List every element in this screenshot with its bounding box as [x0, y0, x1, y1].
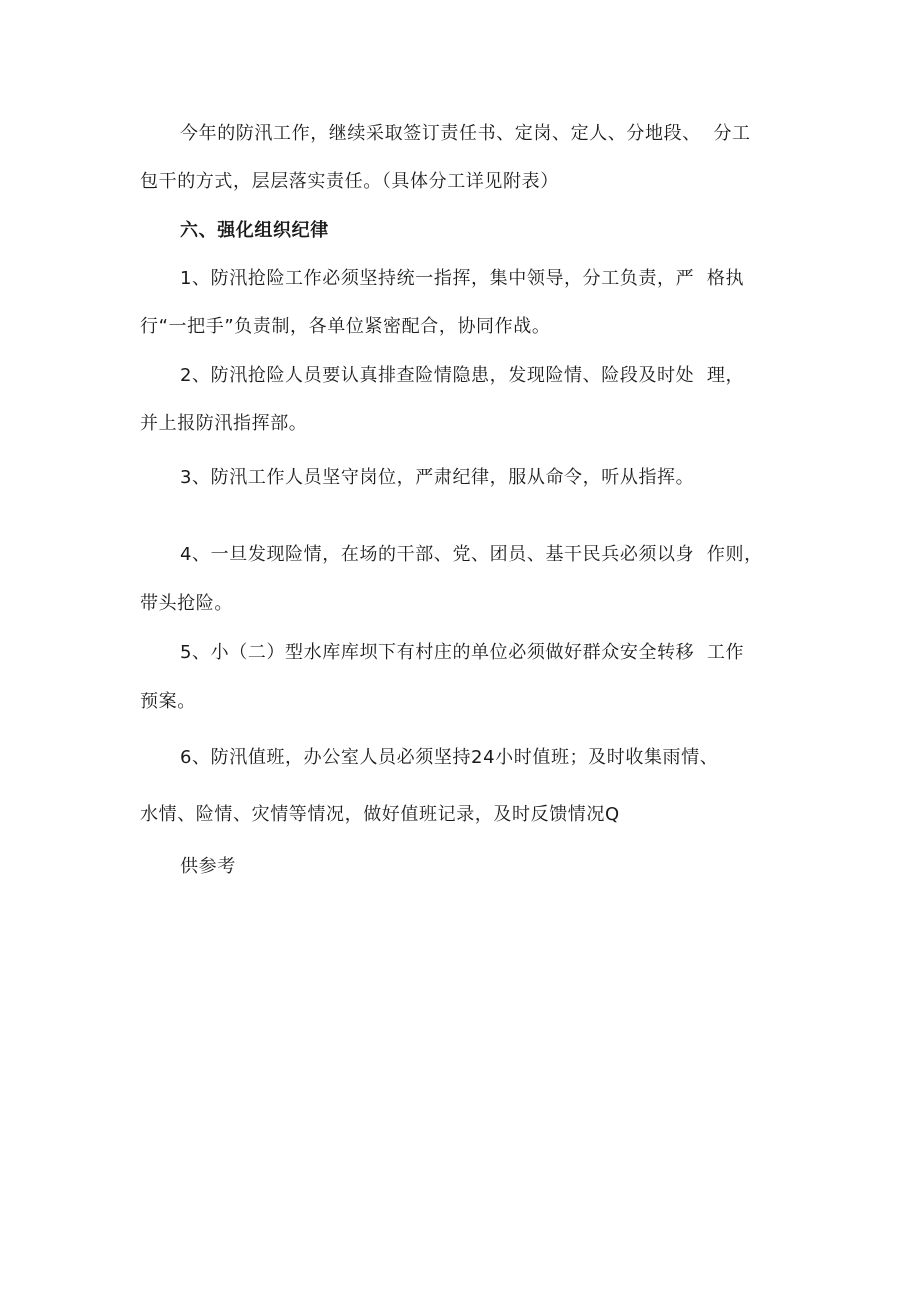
paragraph-line: 行“一把手”负责制，各单位紧密配合，协同作战。 [140, 316, 551, 337]
paragraph-line: 5、小（二）型水库库坝下有村庄的单位必须做好群众安全转移 工作 [180, 642, 745, 663]
paragraph-line: 带头抢险。 [140, 593, 233, 614]
paragraph-line: 3、防汛工作人员坚守岗位，严肃纪律，服从命令，听从指挥。 [180, 467, 695, 488]
paragraph-line: 今年的防汛工作，继续采取签订责任书、定岗、定人、分地段、 分工 [180, 123, 751, 144]
paragraph-line: 4、一旦发现险情，在场的干部、党、团员、基干民兵必须以身 作则， [180, 544, 763, 565]
paragraph-line: 预案。 [140, 691, 196, 712]
paragraph-line: 6、防汛值班，办公室人员必须坚持24小时值班；及时收集雨情、 [180, 747, 719, 768]
closing-note: 供参考 [180, 856, 236, 877]
paragraph-line: 1、防汛抢险工作必须坚持统一指挥，集中领导，分工负责，严 格执 [180, 268, 745, 289]
paragraph-line: 2、防汛抢险人员要认真排查险情隐患，发现险情、险段及时处 理， [180, 365, 745, 386]
section-heading: 六、强化组织纪律 [180, 220, 329, 241]
paragraph-line: 并上报防汛指挥部。 [140, 413, 308, 434]
paragraph-line: 水情、险情、灾情等情况，做好值班记录，及时反馈情况Q [140, 804, 620, 825]
paragraph-line: 包干的方式，层层落实责任。（具体分工详见附表） [140, 171, 559, 192]
